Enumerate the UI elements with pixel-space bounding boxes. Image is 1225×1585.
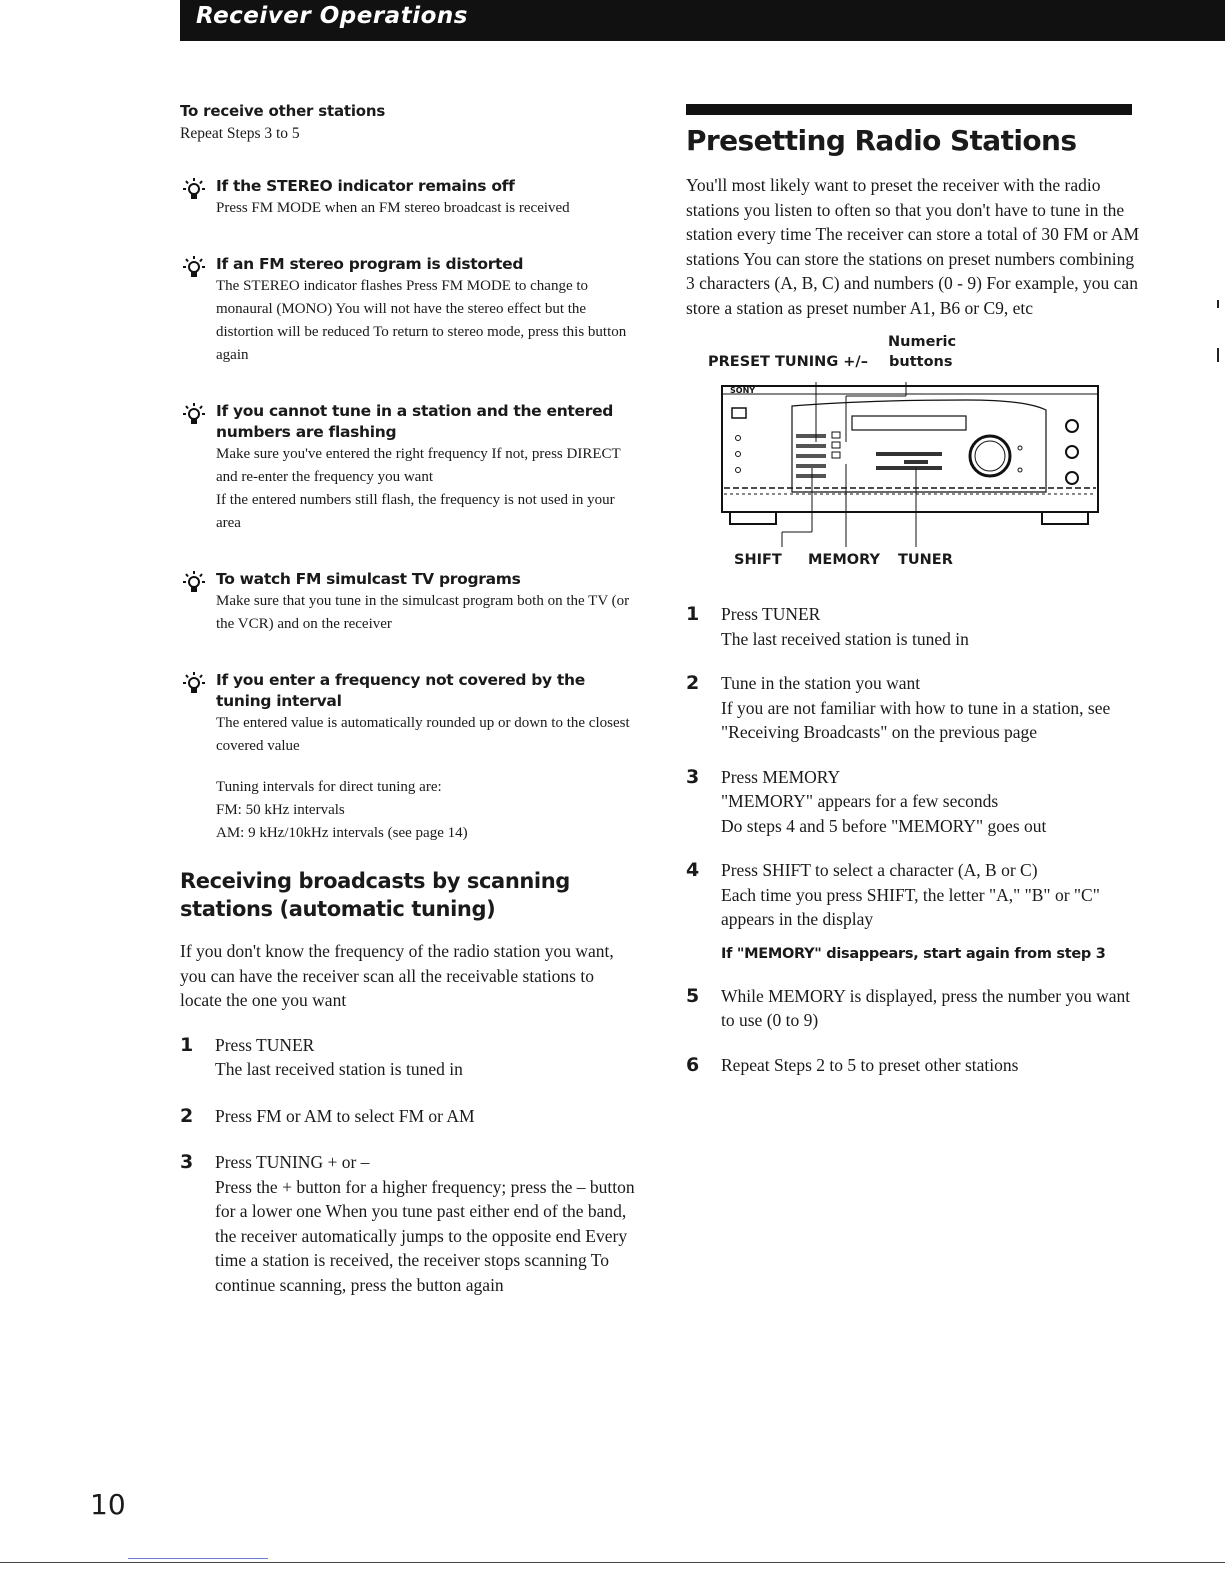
tip-frequency-interval [180, 670, 640, 845]
tip-body-extra: If the entered numbers still flash, the frequency is not used in your area [216, 492, 615, 531]
intervals-title: Tuning intervals for direct tuning are: [216, 779, 442, 795]
footer-link-line [128, 1558, 268, 1559]
step-line2: If you are not familiar with how to tune in a station, see "Receiving Broadcasts" on the previous page [721, 697, 1111, 742]
lightbulb-icon [182, 255, 206, 279]
intervals-am: AM: 9 kHz/10kHz intervals (see page 14) [216, 825, 468, 841]
label-numeric-buttons: buttons [889, 354, 953, 370]
page-section-title: Receiver Operations [196, 3, 468, 29]
intro-heading: To receive other stations [180, 102, 386, 120]
label-memory: MEMORY [808, 552, 880, 568]
step-line1: Press SHIFT to select a character (A, B or C) [721, 860, 1038, 880]
step-item [180, 1033, 640, 1082]
step-line2: Each time you press SHIFT, the letter "A," "B" or "C" appears in the display [721, 884, 1100, 929]
step-item [686, 858, 1142, 964]
step-line1: Press TUNER [721, 604, 821, 624]
step-item [686, 1053, 1142, 1078]
tip-heading: If you enter a frequency not covered by the tuning interval [216, 671, 585, 710]
label-preset-tuning: PRESET TUNING +/– [708, 354, 868, 370]
tip-fm-distorted [180, 254, 640, 367]
tip-stereo-off [180, 176, 640, 220]
step-line2: "MEMORY" appears for a few seconds [721, 791, 999, 811]
section-title-auto-tuning: Receiving broadcasts by scanning stations (automatic tuning) [180, 869, 570, 921]
tip-body: The STEREO indicator flashes Press FM MODE to change to monaural (MONO) You will not have the stereo effect but the distortion will be reduced To return to stereo mode, press this button again [216, 278, 627, 363]
step-item [180, 1150, 640, 1297]
step-number: 4 [686, 859, 700, 881]
step-line2: Press the + button for a higher frequency; press the – button for a lower one When you tune past either end of the band, the receiver automatically jumps to the opposite end Every time a station is received, the receiver stops scanning To continue scanning, press the button again [215, 1176, 635, 1295]
tip-simulcast [180, 569, 640, 636]
tip-heading: If an FM stereo program is distorted [216, 255, 524, 273]
right-column [686, 100, 1142, 1077]
page-number: 10 [90, 1488, 126, 1521]
tip-body: Make sure you've entered the right frequency If not, press DIRECT and re-enter the frequency you want [216, 446, 621, 485]
step-item [180, 1104, 640, 1129]
step-item [686, 984, 1142, 1033]
tip-body: Make sure that you tune in the simulcast program both on the TV (or the VCR) and on the receiver [216, 593, 630, 632]
step-number: 1 [686, 603, 700, 625]
step-number: 6 [686, 1053, 700, 1076]
step-line2: The last received station is tuned in [721, 628, 969, 649]
step-number: 2 [686, 672, 700, 694]
section-intro: If you don't know the frequency of the radio station you want, you can have the receiver scan all the receivable stations to locate the one you want [180, 941, 614, 1010]
step-item [686, 602, 1142, 651]
step-line3: Do steps 4 and 5 before "MEMORY" goes out [721, 815, 1047, 836]
step-line1: Repeat Steps 2 to 5 to preset other stations [721, 1054, 1019, 1075]
section-title-presetting: Presetting Radio Stations [686, 124, 1077, 157]
step-line2: The last received station is tuned in [215, 1059, 463, 1079]
lightbulb-icon [182, 177, 206, 201]
section-rule [686, 104, 1132, 115]
step-number: 5 [686, 984, 700, 1007]
step-number: 1 [180, 1033, 194, 1056]
step-line1: Press FM or AM to select FM or AM [215, 1105, 475, 1126]
tip-cannot-tune [180, 401, 640, 535]
edge-mark [1217, 348, 1219, 362]
tip-heading: If the STEREO indicator remains off [216, 177, 515, 195]
step-line1: While MEMORY is displayed, press the number you want to use (0 to 9) [721, 985, 1131, 1030]
receiver-diagram [686, 334, 1142, 594]
step-line1: Press MEMORY [721, 766, 841, 787]
lightbulb-icon [182, 402, 206, 426]
brand-logo: SONY [730, 386, 756, 395]
lightbulb-icon [182, 671, 206, 695]
intervals-fm: FM: 50 kHz intervals [216, 802, 345, 818]
step-line1: Press TUNING + or – [215, 1152, 370, 1172]
footer-rule [0, 1562, 1225, 1563]
header-bar [0, 0, 1225, 41]
step-item [686, 671, 1142, 745]
tip-heading: If you cannot tune in a station and the entered numbers are flashing [216, 402, 614, 441]
tip-body: Press FM MODE when an FM stereo broadcast is received [216, 200, 570, 216]
intro-body: Repeat Steps 3 to 5 [180, 125, 300, 142]
step-number: 3 [180, 1151, 194, 1173]
left-column [180, 100, 640, 1297]
presetting-intro: You'll most likely want to preset the receiver with the radio stations you listen to often so that you don't have to tune in the station every time The receiver can store a total of 30 FM or AM stations You can store the stations on preset numbers combining 3 characters (A, B, C) and numbers (0 - 9) For example, you can store a station as preset number A1, B6 or C9, etc [686, 175, 1140, 318]
label-tuner: TUNER [898, 552, 953, 568]
receiver-front-panel [716, 382, 1116, 547]
step-line1: Press TUNER [215, 1034, 315, 1055]
label-shift: SHIFT [734, 552, 782, 568]
step-line1: Tune in the station you want [721, 673, 921, 693]
step-number: 2 [180, 1104, 194, 1127]
step-warning: If "MEMORY" disappears, start again from step 3 [721, 945, 1106, 962]
step-item [686, 765, 1142, 839]
lightbulb-icon [182, 570, 206, 594]
edge-mark [1217, 300, 1219, 308]
header-left-margin [0, 0, 180, 41]
label-numeric: Numeric [888, 334, 957, 350]
tip-heading: To watch FM simulcast TV programs [216, 570, 521, 588]
step-number: 3 [686, 765, 700, 788]
tip-body: The entered value is automatically rounded up or down to the closest covered value [216, 715, 630, 754]
